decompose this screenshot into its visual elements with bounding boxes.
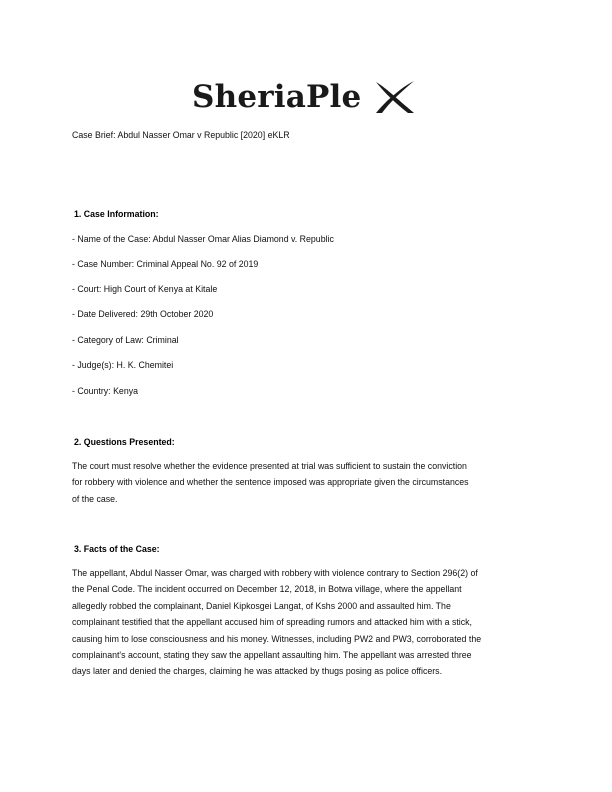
paragraph-line: complainant's account, stating they saw the appellant assaulting him. The appellant was arrested three bbox=[72, 650, 472, 661]
logo-x-mark-icon bbox=[374, 80, 416, 114]
case-info-item: - Date Delivered: 29th October 2020 bbox=[72, 309, 214, 319]
case-info-item: - Case Number: Criminal Appeal No. 92 of 2019 bbox=[72, 259, 259, 269]
paragraph-line: complainant testified that the appellant accused him of spreading rumors and attacked him with a stick, bbox=[72, 617, 472, 628]
paragraph-line: the Penal Code. The incident occurred on December 12, 2018, in Botwa village, where the appellant bbox=[72, 584, 462, 595]
paragraph-line: causing him to lose consciousness and his money. Witnesses, including PW2 and PW3, corroborated the bbox=[72, 633, 482, 644]
logo-wordmark: SheriaPle bbox=[192, 79, 362, 115]
questions-paragraph bbox=[72, 458, 542, 507]
case-info-item: - Country: Kenya bbox=[72, 386, 139, 396]
case-info-item: - Name of the Case: Abdul Nasser Omar Alias Diamond v. Republic bbox=[72, 234, 334, 244]
paragraph-line: The court must resolve whether the evidence presented at trial was sufficient to sustain the conviction bbox=[72, 461, 467, 471]
paragraph-line: of the case. bbox=[72, 493, 118, 504]
case-brief-title: Case Brief: Abdul Nasser Omar v Republic [2020] eKLR bbox=[72, 130, 290, 140]
case-info-item: - Court: High Court of Kenya at Kitale bbox=[72, 284, 218, 294]
paragraph-line: The appellant, Abdul Nasser Omar, was charged with robbery with violence contrary to Section 296(2) of bbox=[72, 568, 478, 578]
section-heading-facts: 3. Facts of the Case: bbox=[74, 544, 160, 554]
facts-paragraph bbox=[72, 565, 542, 680]
paragraph-line: allegedly robbed the complainant, Daniel Kipkosgei Langat, of Kshs 2000 and assaulted him. The bbox=[72, 600, 451, 611]
case-info-item: - Judge(s): H. K. Chemitei bbox=[72, 360, 174, 370]
paragraph-line: for robbery with violence and whether the sentence imposed was appropriate given the circumstances bbox=[72, 477, 469, 488]
sheriaplex-logo bbox=[192, 74, 422, 120]
case-info-item: - Category of Law: Criminal bbox=[72, 335, 179, 345]
section-heading-case-information: 1. Case Information: bbox=[74, 209, 159, 219]
section-heading-questions-presented: 2. Questions Presented: bbox=[74, 437, 175, 447]
paragraph-line: days later and denied the charges, claiming he was attacked by thugs posing as police officers. bbox=[72, 666, 443, 677]
